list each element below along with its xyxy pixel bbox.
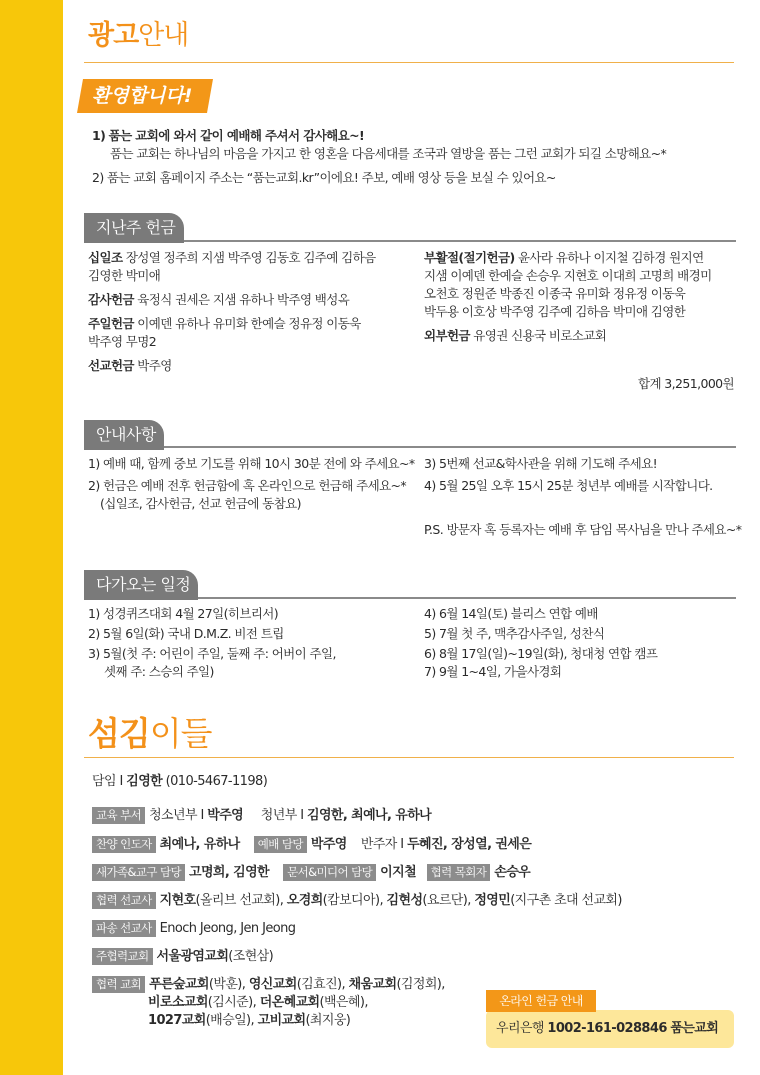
online-bank: 우리은행: [496, 1021, 544, 1036]
notice-3: 3) 5번째 선교&학사관을 위해 기도해 주세요!: [424, 456, 658, 471]
host-church-name: 서울광염교회: [156, 949, 229, 964]
easter-label: 부활절(절기헌금): [424, 250, 515, 265]
online-account: 1002-161-028846: [547, 1021, 667, 1036]
praise-tag: 찬양 인도자: [92, 836, 156, 853]
coop-church-3: 채움교회: [348, 977, 397, 992]
outside-names: 유영권 신용국 비로소교회: [473, 328, 607, 343]
family-names: 고명희, 김영한: [189, 865, 270, 880]
accompanist-names: 두혜진, 장성열, 권세은: [407, 837, 532, 852]
staff-title-bold: 섬김: [88, 714, 150, 753]
sunday-names: 이예덴 유하나 유미화 한예슬 정유정 이동욱: [137, 316, 361, 331]
sent-missionary-names: Enoch Jeong, Jen Jeong: [159, 921, 296, 936]
tithe-names-2: 김영한 박미애: [88, 268, 161, 283]
mission-label: 선교헌금: [88, 358, 134, 373]
ad-line-1: [92, 128, 364, 145]
notice-header: 안내사항: [84, 420, 164, 450]
ad-title-bold: 광고: [88, 20, 139, 51]
outside-label: 외부헌금: [424, 328, 470, 343]
coop-church-6-pastor: (배승일),: [205, 1013, 255, 1028]
ad-line-2: 2) 품는 교회 홈페이지 주소는 “품는교회.kr”이에요! 주보, 예배 영상 등을 보실 수 있어요~: [92, 170, 556, 185]
coop-church-5-pastor: (백은혜),: [319, 995, 368, 1010]
host-church-pastor: (조현삼): [228, 949, 274, 964]
docs-media-tag: 문서&미디어 담당: [283, 864, 376, 881]
missionary-4-place: (지구촌 초대 선교회): [510, 893, 622, 908]
ad-line-1-num: 1): [92, 128, 106, 143]
coop-church-2-pastor: (김효진),: [296, 977, 346, 992]
schedule-3-sub: 셋째 주: 스승의 주일): [104, 664, 214, 679]
coop-church-4: 비로소교회: [148, 995, 208, 1010]
yellow-side-bar: [0, 0, 63, 1075]
missionary-4-name: 정영민: [474, 893, 511, 908]
sent-missionary-row: [92, 920, 295, 938]
coop-church-row: [92, 976, 445, 994]
education-tag: 교육 부서: [92, 807, 145, 824]
easter-names-3: 오천호 정원준 박종진 이종국 유미화 정유정 이동욱: [424, 286, 686, 301]
missionary-1-place: (올리브 선교회),: [195, 893, 284, 908]
missionary-2-place: (캄보디아),: [322, 893, 383, 908]
coop-church-7: 고비교회: [257, 1013, 306, 1028]
schedule-3: 3) 5월(첫 주: 어린이 주일, 둘째 주: 어버이 주일,: [88, 646, 336, 661]
coop-church-1: 푸른숲교회: [149, 977, 209, 992]
ad-title-light: 안내: [138, 20, 189, 51]
staff-title-light: 이들: [149, 714, 212, 753]
thanks-names: 육정식 권세은 지샘 유하나 박주영 백성옥: [137, 292, 350, 307]
coop-church-1-pastor: (박훈),: [208, 977, 246, 992]
easter-names-4: 박두용 이호상 박주영 김주예 김하음 박미애 김영한: [424, 304, 686, 319]
young-adult-names: 김영한, 최예나, 유하나: [306, 808, 432, 823]
notice-2-sub: (십일조, 감사헌금, 선교 헌금에 동참요): [100, 496, 301, 511]
accompanist-label: 반주자 I: [360, 837, 404, 852]
schedule-5: 5) 7월 첫 주, 맥추감사주일, 성찬식: [424, 626, 605, 641]
online-holder: 품는교회: [670, 1021, 719, 1036]
family-tag: 새가족&교구 담당: [92, 864, 185, 881]
notice-4: 4) 5월 25일 오후 15시 25분 청년부 예배를 시작합니다.: [424, 478, 713, 493]
coop-church-row-3: [148, 1012, 350, 1030]
sunday-label: 주일헌금: [88, 316, 134, 331]
mission-row: [88, 358, 172, 375]
missionary-row: [92, 892, 622, 910]
coop-church-3-pastor: (김정회),: [396, 977, 445, 992]
sent-missionary-tag: 파송 선교사: [92, 920, 156, 937]
praise-names: 최예나, 유하나: [159, 837, 240, 852]
schedule-1: 1) 성경퀴즈대회 4월 27일(히브리서): [88, 606, 279, 621]
coop-church-tag: 협력 교회: [92, 976, 145, 993]
ad-title-rule: [84, 62, 734, 63]
online-offering-tag: 온라인 헌금 안내: [486, 990, 596, 1012]
coop-church-7-pastor: (최지웅): [305, 1013, 351, 1028]
pastor-phone: (010-5467-1198): [165, 774, 268, 789]
tithe-label: 십일조: [88, 250, 123, 265]
schedule-header: 다가오는 일정: [84, 570, 198, 600]
missionary-tag: 협력 선교사: [92, 892, 156, 909]
young-adult-label: 청년부 I: [260, 808, 304, 823]
schedule-7: 7) 9월 1~4일, 가을사경회: [424, 664, 562, 679]
offering-header: 지난주 헌금: [84, 213, 184, 243]
missionary-3-name: 김현성: [386, 893, 423, 908]
coop-church-row-2: [148, 994, 368, 1012]
mission-names: 박주영: [137, 358, 172, 373]
family-row: [92, 864, 530, 882]
coop-church-5: 더온혜교회: [259, 995, 320, 1010]
missionary-1-name: 지현호: [159, 893, 196, 908]
tithe-names: 장성열 정주희 지샘 박주영 김동호 김주예 김하음: [125, 250, 376, 265]
thanks-label: 감사헌금: [88, 292, 134, 307]
outside-row: [424, 328, 606, 345]
thanks-row: [88, 292, 349, 309]
missionary-2-name: 오경희: [286, 893, 323, 908]
staff-section-title: [88, 712, 212, 757]
schedule-4: 4) 6월 14일(토) 블리스 연합 예배: [424, 606, 598, 621]
youth-label: 청소년부 I: [149, 808, 204, 823]
easter-names-2: 지샘 이예덴 한예슬 손승우 지현호 이대희 고명희 배경미: [424, 268, 712, 283]
docs-media-name: 이지철: [380, 865, 417, 880]
pastor-label: 담임 I: [92, 774, 123, 789]
host-church-tag: 주협력교회: [92, 948, 153, 965]
host-church-row: [92, 948, 273, 966]
coop-church-6: 1027교회: [148, 1013, 206, 1028]
notice-header-line: [164, 446, 736, 448]
welcome-text: 환영합니다!: [92, 85, 193, 107]
offering-header-line: [184, 240, 736, 242]
notice-1: 1) 예배 때, 함께 중보 기도를 위해 10시 30분 전에 와 주세요~*: [88, 456, 415, 471]
worship-tag: 예배 담당: [254, 836, 307, 853]
coop-pastor-tag: 협력 목회자: [427, 864, 491, 881]
offering-total: 합계 3,251,000원: [637, 376, 734, 391]
tithe-row: [88, 250, 376, 267]
ad-line-1-sub: 품는 교회는 하나님의 마음을 가지고 한 영혼을 다음세대를 조국과 열방을 품는 그런 교회가 되길 소망해요~*: [110, 146, 667, 161]
pastor-row: [92, 773, 267, 791]
praise-row: [92, 836, 531, 854]
notice-ps: P.S. 방문자 혹 등록자는 예배 후 담임 목사님을 만나 주세요~*: [424, 522, 742, 537]
pastor-name: 김영한: [126, 774, 163, 789]
notice-2: 2) 헌금은 예배 전후 헌금함에 혹 온라인으로 헌금해 주세요~*: [88, 478, 407, 493]
sunday-row: [88, 316, 361, 333]
education-row: [92, 807, 431, 825]
youth-name: 박주영: [207, 808, 244, 823]
missionary-3-place: (요르단),: [422, 893, 471, 908]
ad-section-title: [88, 18, 188, 54]
ad-line-1-text: 품는 교회에 와서 같이 예배해 주셔서 감사해요~!: [108, 128, 365, 143]
staff-title-rule: [84, 757, 734, 758]
coop-pastor-name: 손승우: [494, 865, 531, 880]
worship-name: 박주영: [310, 837, 347, 852]
schedule-header-line: [198, 597, 736, 599]
easter-names: 윤사라 유하나 이지철 김하경 원지연: [517, 250, 704, 265]
easter-row: [424, 250, 704, 267]
schedule-6: 6) 8월 17일(일)~19일(화), 청대청 연합 캠프: [424, 646, 658, 661]
coop-church-4-pastor: (김시준),: [207, 995, 257, 1010]
schedule-2: 2) 5월 6일(화) 국내 D.M.Z. 비전 트립: [88, 626, 284, 641]
online-offering-box: [486, 1010, 734, 1048]
sunday-names-2: 박주영 무명2: [88, 334, 157, 349]
coop-church-2: 영신교회: [248, 977, 297, 992]
